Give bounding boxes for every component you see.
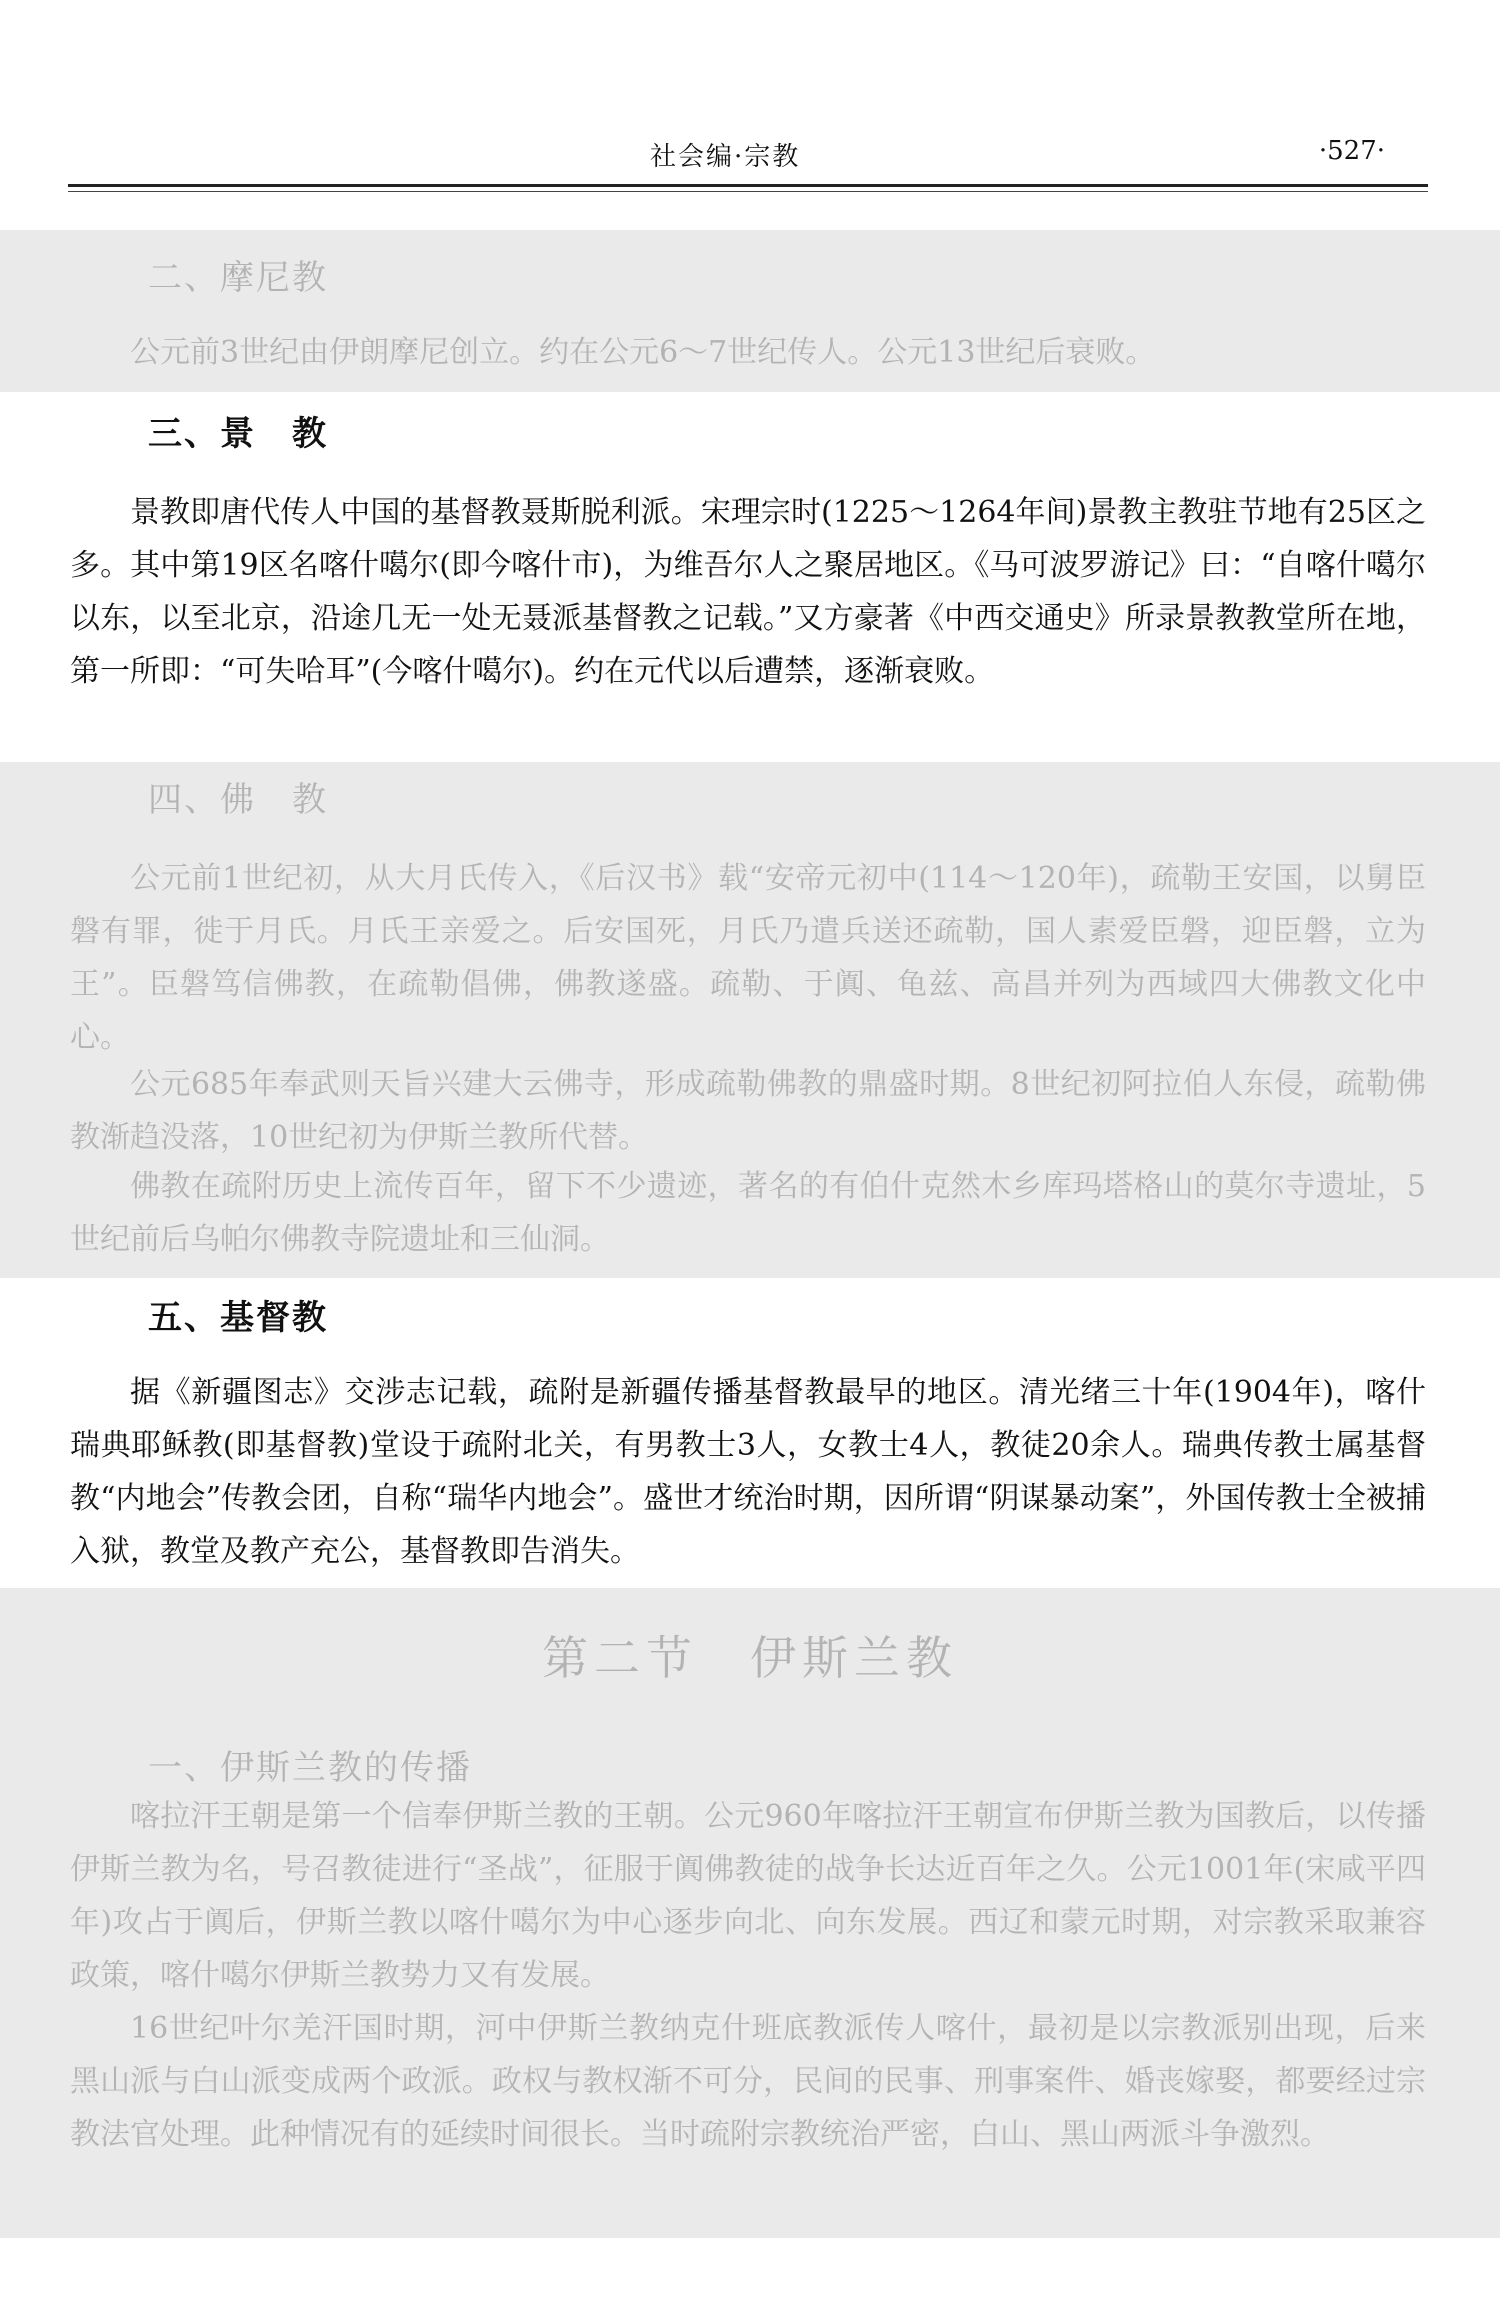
page-number: ·527· xyxy=(1318,136,1385,166)
section-heading-nestorianism: 三、景 教 xyxy=(148,414,328,454)
paragraph-islam-1: 喀拉汗王朝是第一个信奉伊斯兰教的王朝。公元960年喀拉汗王朝宣布伊斯兰教为国教后，以传播伊斯兰教为名，号召教徒进行“圣战”，征服于阗佛教徒的战争长达近百年之久。公元1001年(宋咸平四年)攻占于阗后，伊斯兰教以喀什噶尔为中心逐步向北、向东发展。西辽和蒙元时期，对宗教采取兼容政策，喀什噶尔伊斯兰教势力又有发展。 xyxy=(70,1799,1426,1993)
paragraph-buddhism-2: 公元685年奉武则天旨兴建大云佛寺，形成疏勒佛教的鼎盛时期。8世纪初阿拉伯人东侵，疏勒佛教渐趋没落，10世纪初为伊斯兰教所代替。 xyxy=(70,1067,1426,1155)
paragraph-christianity: 据《新疆图志》交涉志记载，疏附是新疆传播基督教最早的地区。清光绪三十年(1904年)，喀什瑞典耶稣教(即基督教)堂设于疏附北关，有男教士3人，女教士4人，教徒20余人。瑞典传教士属基督教“内地会”传教会团，自称“瑞华内地会”。盛世才统治时期，因所谓“阴谋暴动案”，外国传教士全被捕入狱，教堂及教产充公，基督教即告消失。 xyxy=(70,1375,1426,1569)
paragraph-buddhism-1: 公元前1世纪初，从大月氏传入，《后汉书》载“安帝元初中(114～120年)，疏勒王安国，以舅臣磐有罪，徙于月氏。月氏王亲爱之。后安国死，月氏乃遣兵送还疏勒，国人素爱臣磐，迎臣磐，立为王”。臣磐笃信佛教，在疏勒倡佛，佛教遂盛。疏勒、于阗、龟兹、高昌并列为西域四大佛教文化中心。 xyxy=(70,861,1426,1055)
paragraph-islam-2: 16世纪叶尔羌汗国时期，河中伊斯兰教纳克什班底教派传人喀什，最初是以宗教派别出现，后来黑山派与白山派变成两个政派。政权与教权渐不可分，民间的民事、刑事案件、婚丧嫁娶，都要经过宗教法官处理。此种情况有的延续时间很长。当时疏附宗教统治严密，白山、黑山两派斗争激烈。 xyxy=(70,2011,1426,2152)
chapter-title: 第二节 伊斯兰教 xyxy=(542,1631,958,1685)
section-heading-manichaeism: 二、摩尼教 xyxy=(148,258,328,298)
paragraph-manichaeism: 公元前3世纪由伊朗摩尼创立。约在公元6～7世纪传人。公元13世纪后衰败。 xyxy=(130,335,1156,370)
header-rule xyxy=(68,184,1428,187)
paragraph-buddhism-3: 佛教在疏附历史上流传百年，留下不少遗迹，著名的有伯什克然木乡库玛塔格山的莫尔寺遗址，5世纪前后乌帕尔佛教寺院遗址和三仙洞。 xyxy=(70,1169,1426,1257)
section-heading-buddhism: 四、佛 教 xyxy=(148,780,328,820)
section-heading-christianity: 五、基督教 xyxy=(148,1298,328,1338)
running-header xyxy=(70,132,1425,172)
header-section-title: 社会编·宗教 xyxy=(650,142,801,172)
header-rule-thin xyxy=(68,191,1428,192)
paragraph-nestorianism: 景教即唐代传人中国的基督教聂斯脱利派。宋理宗时(1225～1264年间)景教主教驻节地有25区之多。其中第19区名喀什噶尔(即今喀什市)，为维吾尔人之聚居地区。《马可波罗游记》曰：“自喀什噶尔以东，以至北京，沿途几无一处无聂派基督教之记载。”又方豪著《中西交通史》所录景教教堂所在地，第一所即：“可失哈耳”(今喀什噶尔)。约在元代以后遭禁，逐渐衰败。 xyxy=(70,495,1426,689)
section-heading-islam-spread: 一、伊斯兰教的传播 xyxy=(148,1748,472,1788)
